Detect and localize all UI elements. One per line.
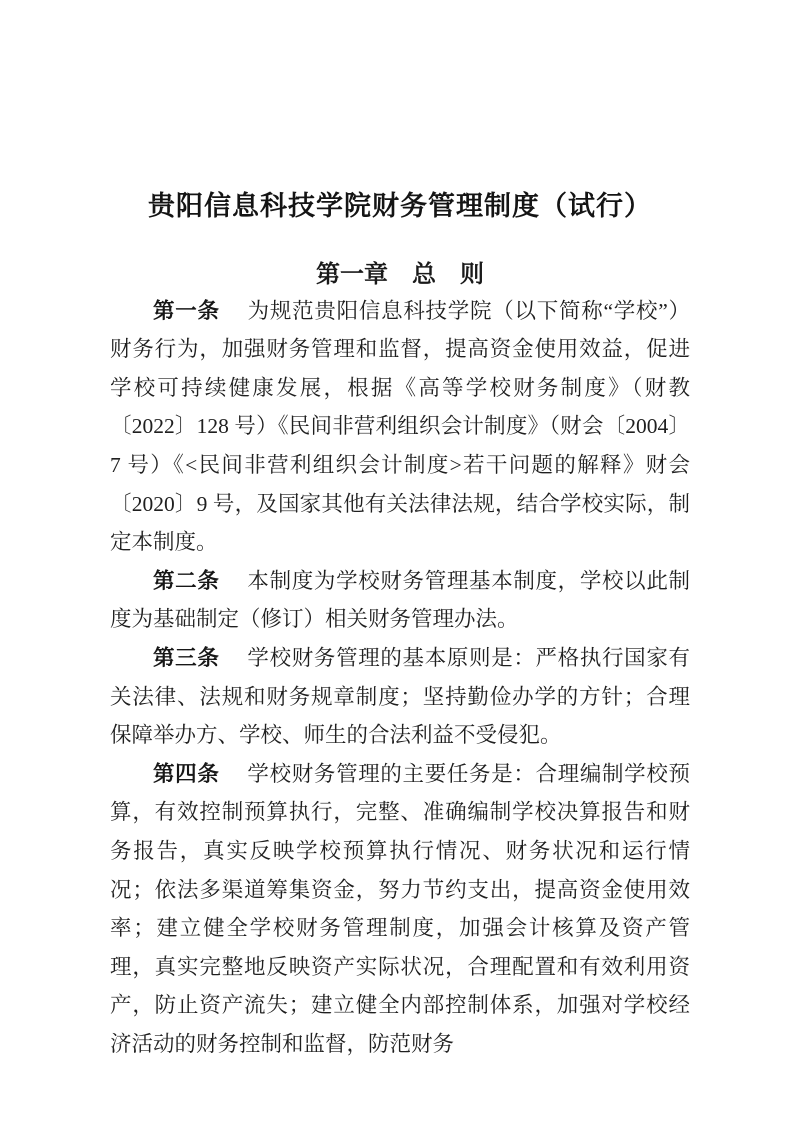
document-title: 贵阳信息科技学院财务管理制度（试行） (148, 191, 652, 221)
article-number-4: 第四条 (153, 761, 220, 786)
document-body (110, 292, 690, 1064)
chapter-heading: 第一章 总 则 (316, 260, 484, 288)
article-paragraph-1 (110, 292, 690, 562)
article-text-1: 为规范贵阳信息科技学院（以下简称“学校”）财务行为，加强财务管理和监督，提高资金使用效益，促进学校可持续健康发展，根据《高等学校财务制度》（财教〔2022〕128 号）《民间非营利组织会计制度》（财会〔2004〕7 号）《<民间非营利组织会计制度>若干问题的解释》财会〔2020〕9 号，及国家其他有关法律法规，结合学校实际，制定本制度。 (110, 298, 690, 555)
article-number-1: 第一条 (153, 298, 220, 323)
article-paragraph-2 (110, 562, 690, 639)
article-text-2: 本制度为学校财务管理基本制度，学校以此制度为基础制定（修订）相关财务管理办法。 (110, 568, 690, 632)
article-text-4: 学校财务管理的主要任务是：合理编制学校预算，有效控制预算执行，完整、准确编制学校决算报告和财务报告，真实反映学校预算执行情况、财务状况和运行情况；依法多渠道筹集资金，努力节约支出，提高资金使用效率；建立健全学校财务管理制度，加强会计核算及资产管理，真实完整地反映资产实际状况，合理配置和有效利用资产，防止资产流失；建立健全内部控制体系，加强对学校经济活动的财务控制和监督，防范财务 (110, 761, 690, 1056)
article-number-2: 第二条 (153, 568, 220, 593)
article-paragraph-4 (110, 755, 690, 1064)
article-number-3: 第三条 (153, 645, 220, 670)
article-paragraph-3 (110, 639, 690, 755)
article-text-3: 学校财务管理的基本原则是：严格执行国家有关法律、法规和财务规章制度；坚持勤俭办学的方针；合理保障举办方、学校、师生的合法利益不受侵犯。 (110, 645, 690, 748)
